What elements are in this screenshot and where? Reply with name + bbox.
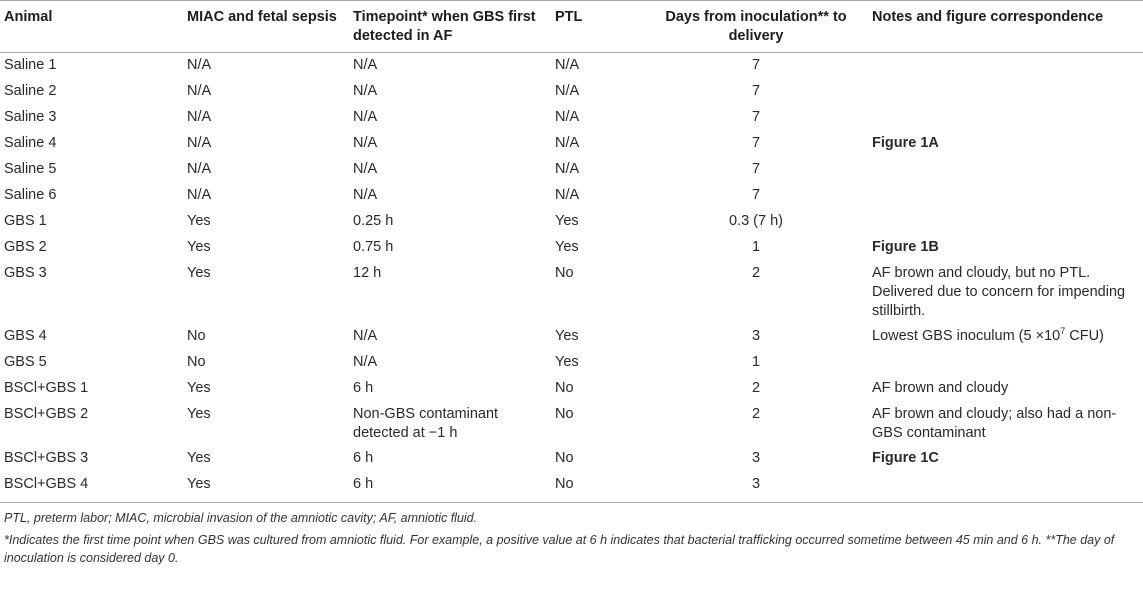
cell-miac: N/A <box>187 57 212 73</box>
table-body <box>0 53 1143 503</box>
cell-animal: Saline 4 <box>4 134 57 151</box>
header-ptl: PTL <box>555 9 583 25</box>
cell-ptl: Yes <box>555 212 579 229</box>
cell-ptl: No <box>555 379 574 396</box>
notes-text: Figure 1B <box>872 238 939 255</box>
cell-timepoint: Non-GBS contaminant detected at −1 h <box>353 405 499 441</box>
cell-ptl: N/A <box>555 108 580 125</box>
cell-days: 3 <box>751 449 761 466</box>
notes-text: Lowest GBS inoculum (5 ×10 <box>872 327 1061 344</box>
cell-animal: Saline 6 <box>4 186 57 203</box>
table-row <box>0 235 1143 261</box>
cell-ptl: Yes <box>555 238 579 255</box>
cell-animal: BSCl+GBS 1 <box>4 379 89 396</box>
notes-text: AF brown and cloudy; also had a non-GBS contaminant <box>872 405 1117 441</box>
cell-timepoint: N/A <box>353 160 378 177</box>
cell-miac: Yes <box>187 264 211 281</box>
cell-miac: No <box>187 353 206 370</box>
table-footnotes <box>0 503 1143 567</box>
cell-ptl: No <box>555 405 574 422</box>
cell-notes <box>868 261 1143 324</box>
header-row <box>0 1 1143 53</box>
table-row <box>0 261 1143 324</box>
cell-animal: GBS 5 <box>4 353 47 370</box>
notes-text: Figure 1C <box>872 449 939 466</box>
cell-days: 2 <box>751 405 761 422</box>
header-animal: Animal <box>4 9 53 25</box>
table-row <box>0 105 1143 131</box>
cell-days: 3 <box>751 475 761 492</box>
cell-days: 3 <box>751 327 761 344</box>
cell-miac: N/A <box>187 160 212 177</box>
cell-miac: No <box>187 327 206 344</box>
cell-notes <box>868 105 1143 131</box>
cell-days: 2 <box>751 379 761 396</box>
table-row <box>0 472 1143 503</box>
cell-notes <box>868 235 1143 261</box>
cell-days: 1 <box>751 238 761 255</box>
cell-days: 7 <box>751 134 761 151</box>
table-row <box>0 183 1143 209</box>
table-row <box>0 131 1143 157</box>
notes-text: Figure 1A <box>872 134 939 151</box>
cell-ptl: Yes <box>555 353 579 370</box>
table-row <box>0 446 1143 472</box>
cell-timepoint: N/A <box>353 134 378 151</box>
cell-notes <box>868 350 1143 376</box>
cell-timepoint: 6 h <box>353 379 374 396</box>
cell-notes <box>868 131 1143 157</box>
cell-animal: Saline 5 <box>4 160 57 177</box>
cell-ptl: N/A <box>555 160 580 177</box>
cell-days: 7 <box>751 108 761 125</box>
cell-animal: GBS 2 <box>4 238 47 255</box>
cell-timepoint: N/A <box>353 186 378 203</box>
table-row <box>0 209 1143 235</box>
cell-days: 7 <box>751 57 761 73</box>
cell-animal: GBS 4 <box>4 327 47 344</box>
cell-miac: N/A <box>187 82 212 99</box>
notes-tail: CFU) <box>1065 327 1104 344</box>
cell-timepoint: 6 h <box>353 449 374 466</box>
table-row <box>0 376 1143 402</box>
cell-notes <box>868 446 1143 472</box>
table-row <box>0 79 1143 105</box>
cell-timepoint: N/A <box>353 57 378 73</box>
cell-notes <box>868 402 1143 446</box>
table-row <box>0 157 1143 183</box>
table-row <box>0 324 1143 350</box>
cell-notes <box>868 79 1143 105</box>
table-row <box>0 402 1143 446</box>
cell-timepoint: 0.75 h <box>353 238 394 255</box>
header-timepoint: Timepoint* when GBS first detected in AF <box>353 9 536 44</box>
notes-superscript: 7 <box>1060 325 1066 336</box>
notes-text: AF brown and cloudy, but no PTL. Delivered due to concern for impending stillbirth. <box>872 264 1126 319</box>
cell-notes <box>868 324 1143 350</box>
cell-ptl: N/A <box>555 57 580 73</box>
cell-miac: Yes <box>187 379 211 396</box>
cell-miac: Yes <box>187 449 211 466</box>
cell-animal: BSCl+GBS 3 <box>4 449 89 466</box>
cell-days: 2 <box>751 264 761 281</box>
cell-timepoint: N/A <box>353 108 378 125</box>
table-row <box>0 350 1143 376</box>
cell-miac: N/A <box>187 108 212 125</box>
cell-ptl: No <box>555 475 574 492</box>
cell-days: 7 <box>751 186 761 203</box>
cell-days: 7 <box>751 160 761 177</box>
cell-animal: BSCl+GBS 4 <box>4 475 89 492</box>
cell-ptl: No <box>555 449 574 466</box>
cell-ptl: Yes <box>555 327 579 344</box>
notes-text: AF brown and cloudy <box>872 379 1009 396</box>
cell-ptl: No <box>555 264 574 281</box>
cell-days: 1 <box>751 353 761 370</box>
cell-timepoint: 6 h <box>353 475 374 492</box>
cell-animal: GBS 1 <box>4 212 47 229</box>
cell-timepoint: N/A <box>353 327 378 344</box>
cell-notes <box>868 209 1143 235</box>
cell-ptl: N/A <box>555 186 580 203</box>
cell-notes <box>868 53 1143 79</box>
cell-miac: Yes <box>187 212 211 229</box>
cell-notes <box>868 472 1143 503</box>
cell-timepoint: 0.25 h <box>353 212 394 229</box>
cell-animal: GBS 3 <box>4 264 47 281</box>
table-row <box>0 53 1143 79</box>
cell-animal: BSCl+GBS 2 <box>4 405 89 422</box>
cell-timepoint: N/A <box>353 353 378 370</box>
cell-notes <box>868 157 1143 183</box>
cell-miac: Yes <box>187 475 211 492</box>
footnote-abbreviations: PTL, preterm labor; MIAC, microbial invasion of the amniotic cavity; AF, amniotic fluid. <box>4 510 478 525</box>
cell-miac: Yes <box>187 405 211 422</box>
cell-animal: Saline 3 <box>4 108 57 125</box>
cell-animal: Saline 1 <box>4 57 57 73</box>
cell-timepoint: N/A <box>353 82 378 99</box>
cell-days: 0.3 (7 h) <box>729 212 783 229</box>
cell-miac: N/A <box>187 134 212 151</box>
cell-miac: Yes <box>187 238 211 255</box>
cell-miac: N/A <box>187 186 212 203</box>
cell-notes <box>868 376 1143 402</box>
header-days: Days from inoculation** to delivery <box>665 9 847 44</box>
cell-notes <box>868 183 1143 209</box>
cell-days: 7 <box>751 82 761 99</box>
cell-animal: Saline 2 <box>4 82 57 99</box>
header-notes: Notes and figure correspondence <box>872 9 1104 25</box>
cell-timepoint: 12 h <box>353 264 382 281</box>
cell-ptl: N/A <box>555 134 580 151</box>
header-miac: MIAC and fetal sepsis <box>187 9 337 25</box>
cell-ptl: N/A <box>555 82 580 99</box>
footnote-timepoint: *Indicates the first time point when GBS was cultured from amniotic fluid. For example, a positive value at 6 h indicates that bacterial trafficking occurred sometime between 45 min and 6 h. **The day of inoculation is considered day 0. <box>4 532 1115 565</box>
